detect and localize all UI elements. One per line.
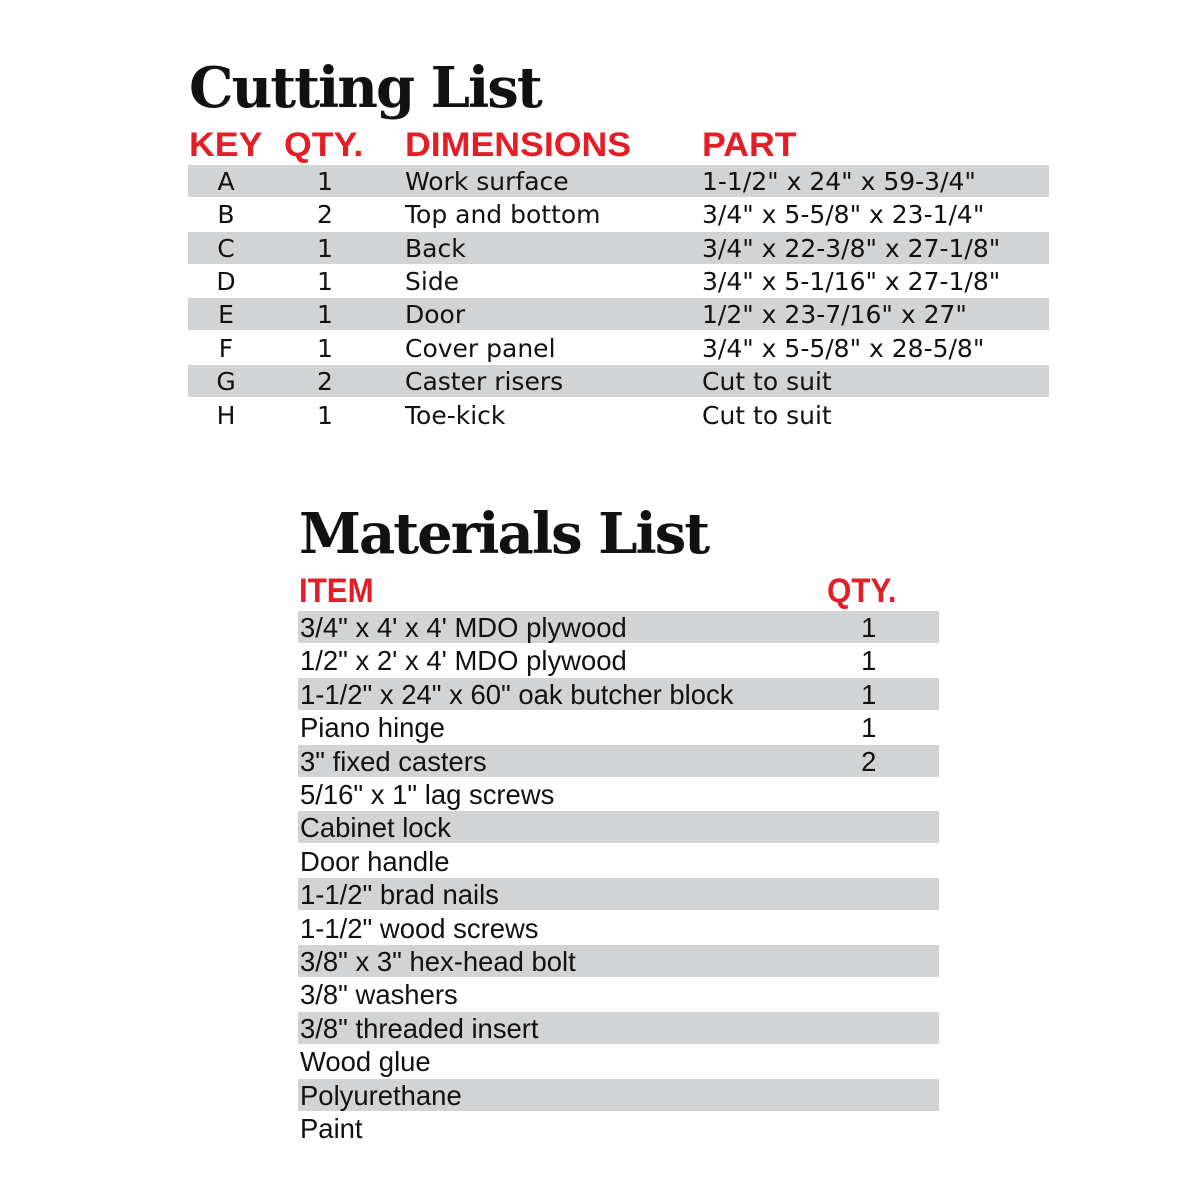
materials-list-title: Materials List bbox=[299, 501, 709, 567]
cell-qty: 1 bbox=[317, 300, 333, 329]
cell-qty bbox=[860, 945, 878, 977]
header-item: ITEM bbox=[299, 572, 374, 610]
cutting-list-row bbox=[188, 399, 1049, 431]
cell-item: 3" fixed casters bbox=[300, 746, 487, 777]
materials-list-row bbox=[298, 644, 939, 676]
cell-qty bbox=[860, 912, 878, 944]
cell-key: A bbox=[217, 167, 235, 196]
cell-key: G bbox=[216, 367, 236, 396]
cell-dimensions: 1-1/2" x 24" x 59-3/4" bbox=[702, 167, 976, 196]
materials-list-row bbox=[298, 978, 939, 1010]
cell-qty: 1 bbox=[317, 234, 333, 263]
cell-part: Back bbox=[405, 234, 466, 263]
cell-dimensions: 3/4" x 5-5/8" x 23-1/4" bbox=[702, 200, 985, 229]
materials-list-row bbox=[298, 745, 939, 777]
materials-list-row bbox=[298, 711, 939, 743]
cell-item: 1-1/2" x 24" x 60" oak butcher block bbox=[300, 679, 734, 710]
cell-part: Top and bottom bbox=[405, 200, 601, 229]
header-qty: QTY. bbox=[284, 126, 364, 164]
cell-qty bbox=[860, 1112, 878, 1144]
materials-list-row bbox=[298, 1079, 939, 1111]
cell-qty bbox=[860, 811, 878, 843]
cell-qty: 2 bbox=[317, 200, 333, 229]
cell-qty: 1 bbox=[861, 612, 877, 643]
materials-list-row bbox=[298, 811, 939, 843]
materials-list-row bbox=[298, 912, 939, 944]
cell-part: Caster risers bbox=[405, 367, 564, 396]
cell-item: 3/8" x 3" hex-head bolt bbox=[300, 946, 576, 977]
materials-list-row bbox=[298, 611, 939, 643]
cell-qty: 1 bbox=[317, 267, 333, 296]
cell-qty bbox=[860, 845, 878, 877]
header-part: PART bbox=[702, 126, 797, 164]
cell-qty: 1 bbox=[861, 645, 877, 676]
cell-qty: 1 bbox=[317, 401, 333, 430]
cell-qty bbox=[860, 1079, 878, 1111]
cell-dimensions: 3/4" x 5-1/16" x 27-1/8" bbox=[702, 267, 1001, 296]
cell-qty: 2 bbox=[317, 367, 333, 396]
cell-item: Door handle bbox=[300, 846, 450, 877]
materials-list-row bbox=[298, 1112, 939, 1144]
cell-item: 1-1/2" wood screws bbox=[300, 913, 539, 944]
cell-item: Cabinet lock bbox=[300, 812, 452, 843]
cell-item: 3/4" x 4' x 4' MDO plywood bbox=[300, 612, 627, 643]
cutting-list-row bbox=[188, 198, 1049, 230]
cutting-list-title: Cutting List bbox=[189, 55, 541, 121]
cell-part: Work surface bbox=[405, 167, 569, 196]
cell-qty bbox=[860, 1012, 878, 1044]
cell-part: Cover panel bbox=[405, 334, 556, 363]
cell-key: F bbox=[218, 334, 234, 363]
materials-list-row bbox=[298, 878, 939, 910]
cutting-list-row bbox=[188, 265, 1049, 297]
cell-dimensions: 3/4" x 22-3/8" x 27-1/8" bbox=[702, 234, 1001, 263]
cell-dimensions: Cut to suit bbox=[702, 367, 832, 396]
cell-part: Door bbox=[405, 300, 466, 329]
cell-dimensions: 3/4" x 5-5/8" x 28-5/8" bbox=[702, 334, 985, 363]
cell-dimensions: Cut to suit bbox=[702, 401, 832, 430]
cell-qty bbox=[860, 1045, 878, 1077]
cell-qty: 1 bbox=[317, 167, 333, 196]
cutting-list-row bbox=[188, 298, 1049, 330]
cell-qty: 2 bbox=[861, 746, 877, 777]
materials-list-row bbox=[298, 678, 939, 710]
header-materials-qty: QTY. bbox=[827, 572, 897, 610]
cell-qty: 1 bbox=[861, 679, 877, 710]
cell-key: E bbox=[218, 300, 234, 329]
materials-list-row bbox=[298, 778, 939, 810]
cutting-list-row bbox=[188, 232, 1049, 264]
cell-qty bbox=[860, 978, 878, 1010]
cell-item: 1-1/2" brad nails bbox=[300, 879, 499, 910]
cell-item: 5/16" x 1" lag screws bbox=[300, 779, 555, 810]
cell-item: Piano hinge bbox=[300, 712, 445, 743]
cell-dimensions: 1/2" x 23-7/16" x 27" bbox=[702, 300, 967, 329]
materials-list-row bbox=[298, 845, 939, 877]
cell-item: 1/2" x 2' x 4' MDO plywood bbox=[300, 645, 627, 676]
cutting-list-row bbox=[188, 165, 1049, 197]
cell-key: D bbox=[216, 267, 236, 296]
cutting-list-row bbox=[188, 365, 1049, 397]
cell-key: C bbox=[217, 234, 235, 263]
cell-item: Paint bbox=[300, 1113, 363, 1144]
cell-key: B bbox=[217, 200, 235, 229]
cell-item: 3/8" threaded insert bbox=[300, 1013, 539, 1044]
cell-item: 3/8" washers bbox=[300, 979, 458, 1010]
cell-qty bbox=[860, 778, 878, 810]
materials-list-row bbox=[298, 1012, 939, 1044]
cell-key: H bbox=[216, 401, 236, 430]
materials-list-row bbox=[298, 945, 939, 977]
materials-list-row bbox=[298, 1045, 939, 1077]
cutting-list-row bbox=[188, 332, 1049, 364]
cell-qty bbox=[860, 878, 878, 910]
header-dimensions: DIMENSIONS bbox=[405, 126, 632, 164]
cell-qty: 1 bbox=[861, 712, 877, 743]
cell-part: Toe-kick bbox=[405, 401, 506, 430]
cell-qty: 1 bbox=[317, 334, 333, 363]
cell-item: Polyurethane bbox=[300, 1080, 462, 1111]
cell-part: Side bbox=[405, 267, 460, 296]
cell-item: Wood glue bbox=[300, 1046, 431, 1077]
header-key: KEY bbox=[189, 126, 263, 164]
